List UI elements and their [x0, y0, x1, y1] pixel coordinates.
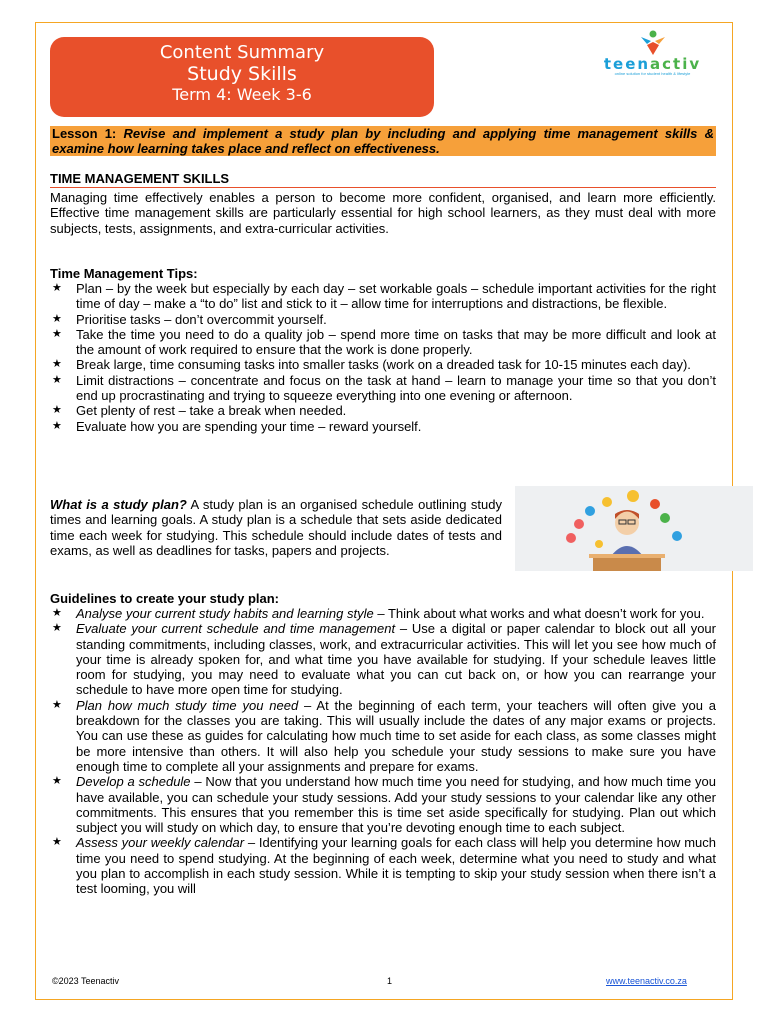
header-term-week: Term 4: Week 3-6 — [172, 85, 312, 104]
footer-page-number: 1 — [387, 976, 393, 986]
lesson-objective-bar — [50, 126, 716, 156]
logo-people-icon — [633, 30, 673, 56]
star-bullet-icon: ★ — [52, 419, 62, 432]
list-item: ★ Plan how much study time you need – At the beginning of each term, your teachers will often give you a breakdown for the classes you are taking. This will usually include the dates of any major exams or projects. You can use these as guides for calculating how much time to set aside for each class, as some classes might be more intensive than others. It will also help you schedule your study sessions to make sure you have enough time to complete all your assignments and prepare for exams. — [52, 697, 716, 774]
list-item: ★ Evaluate your current schedule and time management – Use a digital or paper calendar to block out all your standing commitments, including classes, work, and extracurricular activities. This will let you see how much of your time is already spoken for, and what time you have available for studying. If your schedule leaves little room for studying, you may need to evaluate what you can cut back on, or how you can rearrange your schedule to have more open time for studying. — [52, 621, 716, 698]
study-plan-paragraph: What is a study plan? A study plan is an organised schedule outlining study times and learning goals. A study plan is a schedule that sets aside dedicated time each week for studying. This schedule should include dates of tests and exams, as well as deadlines for tasks, papers and projects. — [50, 497, 503, 558]
list-item: ★ Analyse your current study habits and learning style – Think about what works and what doesn’t work for you. — [52, 606, 705, 621]
intro-paragraph: Managing time effectively enables a person to become more confident, organised, and learn more efficiently. Effective time management skills are particularly essential for high school learners, as they must deal with more subjects, tests, assignments, and extra-curricular activities. — [50, 190, 716, 236]
star-bullet-icon: ★ — [52, 836, 62, 849]
tips-list — [50, 281, 716, 434]
section-title-time-management: TIME MANAGEMENT SKILLS — [50, 171, 716, 188]
header-study-skills: Study Skills — [187, 63, 297, 85]
star-bullet-icon: ★ — [52, 775, 62, 788]
star-bullet-icon: ★ — [52, 312, 62, 325]
list-item: ★ Evaluate how you are spending your time – reward yourself. — [52, 418, 422, 434]
guidelines-heading: Guidelines to create your study plan: — [50, 591, 279, 606]
lesson-label: Lesson 1: — [52, 126, 117, 141]
list-item: ★ Limit distractions – concentrate and focus on the task at hand – learn to manage your time so that you don’t end up procrastinating and trying to squeeze everything into one evening or afternoon. — [52, 372, 716, 404]
list-item: ★ Get plenty of rest – take a break when needed. — [52, 403, 347, 419]
footer-copyright: ©2023 Teenactiv — [52, 976, 120, 986]
lesson-text: Revise and implement a study plan by including and applying time management skills & examine how learning takes place and reflect on effectiveness. — [52, 126, 714, 156]
star-bullet-icon: ★ — [52, 327, 62, 340]
study-plan-question: What is a study plan? — [50, 497, 187, 512]
footer-website-link[interactable]: www.teenactiv.co.za — [606, 976, 687, 986]
list-item: ★ Prioritise tasks – don’t overcommit yourself. — [52, 311, 327, 327]
star-bullet-icon: ★ — [52, 373, 62, 386]
student-study-illustration — [515, 486, 753, 571]
tips-heading: Time Management Tips: — [50, 266, 198, 281]
guidelines-list — [50, 606, 716, 897]
logo-wordmark: teenactiv — [603, 55, 702, 73]
star-bullet-icon: ★ — [52, 698, 62, 711]
list-item: ★ Break large, time consuming tasks into smaller tasks (work on a dreaded task for 10-15 minutes each day). — [52, 357, 691, 373]
list-item: ★ Take the time you need to do a quality job – spend more time on tasks that may be more difficult and look at the amount of work required to ensure that the work is done properly. — [52, 326, 716, 358]
header-banner — [50, 37, 434, 117]
star-bullet-icon: ★ — [52, 358, 62, 371]
list-item: ★ Develop a schedule – Now that you understand how much time you need for studying, and how much time you have available, you can schedule your study sessions. Add your study sessions to your calendar like any other commitments. This ensures that you remember this is time set aside specifically for studying. Plan out which subject you will study on which day, to ensure that you’re devoting enough time to each subject. — [52, 774, 716, 836]
teenactiv-logo — [580, 30, 725, 80]
star-bullet-icon: ★ — [52, 607, 62, 619]
header-content-summary: Content Summary — [159, 42, 325, 63]
star-bullet-icon: ★ — [52, 404, 62, 417]
list-item: ★ Plan – by the week but especially by each day – set workable goals – schedule important activities for the right time of day – make a “to do” list and stick to it – allow time for interruptions and distractions, be flexible. — [52, 281, 716, 312]
star-bullet-icon: ★ — [52, 622, 62, 635]
list-item: ★ Assess your weekly calendar – Identifying your learning goals for each class will help you determine how much time you need to spend studying. At the beginning of each week, determine what you need to study and what you plan to accomplish in each study session. While it is tempting to skip your study session when there isn’t a test looming, you will — [52, 835, 716, 897]
logo-tagline: online solution for student health & lifestyle — [614, 71, 691, 76]
star-bullet-icon: ★ — [52, 282, 62, 294]
